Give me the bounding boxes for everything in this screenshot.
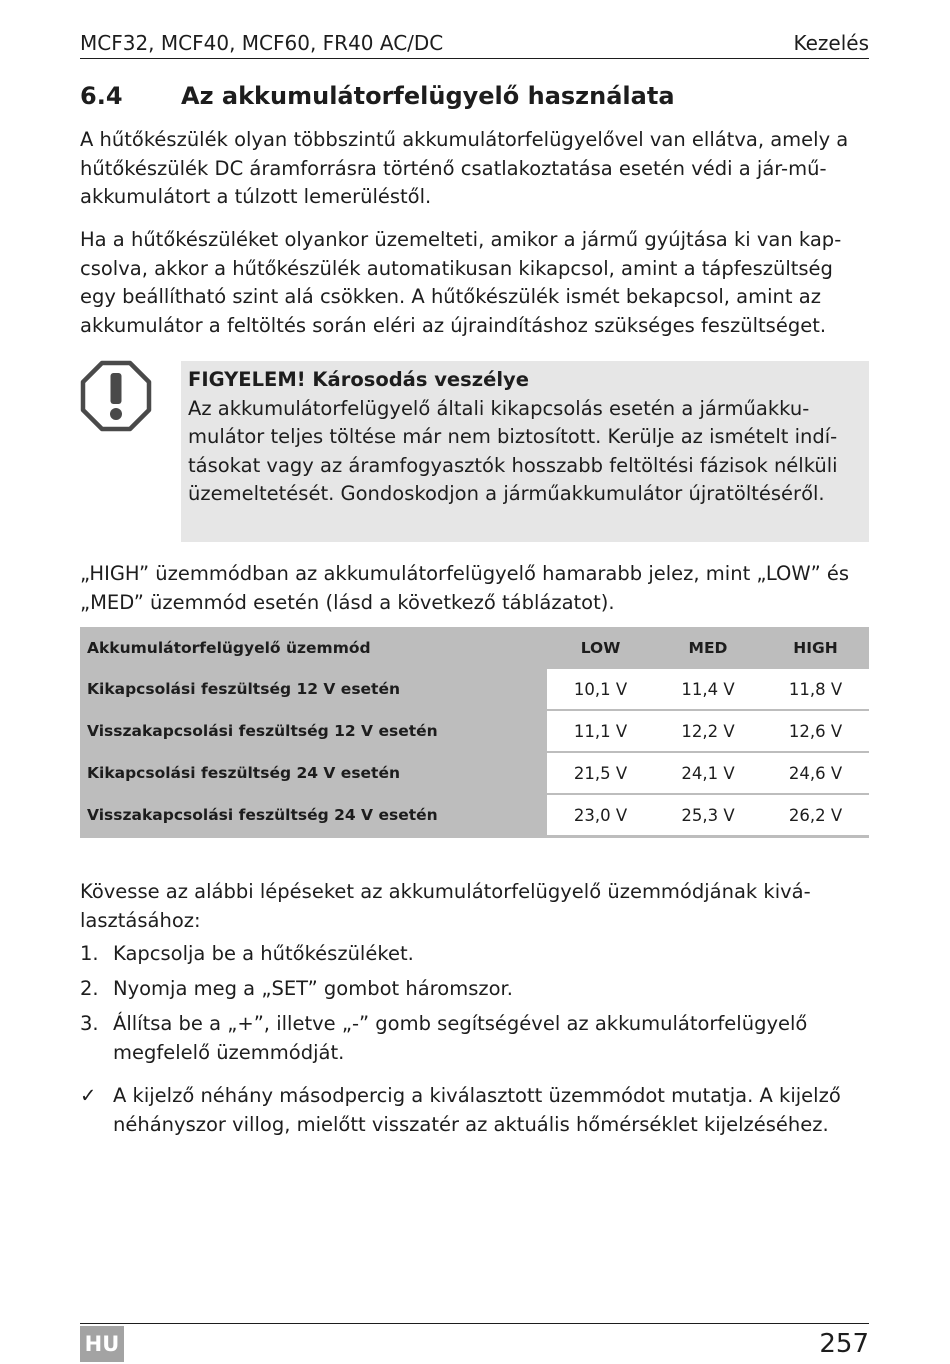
table-header-low: LOW [547,627,654,669]
step-text: Állítsa be a „+”, illetve „-” gomb segítségével az akkumulátorfelügyelő megfelelő üzemmódját. [113,1012,808,1064]
table-row [80,752,869,794]
steps-list [80,940,869,1074]
cell-high: 26,2 V [762,794,869,837]
battery-monitor-table [80,627,869,838]
table-row [80,794,869,837]
table-header-row [80,627,869,669]
language-badge: HU [80,1326,124,1362]
table-header-high: HIGH [762,627,869,669]
manual-page [80,0,869,1364]
step-text: Kapcsolja be a hűtőkészüléket. [113,942,414,965]
list-item [80,940,869,969]
warning-box [181,361,869,542]
table-row [80,710,869,752]
result-text: A kijelző néhány másodpercig a kiválasztott üzemmódot mutatja. A kijelző néhányszor villog, mielőtt visszatér az aktuális hőmérséklet kijelzéséhez. [113,1084,841,1136]
header-models: MCF32, MCF40, MCF60, FR40 AC/DC [80,31,444,55]
intro-paragraph-2: Ha a hűtőkészüléket olyankor üzemelteti, amikor a jármű gyújtása ki van kapcsolva, akkor a hűtőkészülék automatikusan kikapcsol, amint a tápfeszültség egy beállítható szint alá csökken. A hűtőkészülék ismét bekapcsol, amint az akkumulátor a feltöltés során eléri az újraindításhoz szükséges feszültséget. [80,228,842,337]
exclamation-octagon-icon [80,360,152,432]
cell-low: 21,5 V [547,752,654,794]
cell-high: 11,8 V [762,669,869,710]
header-chapter: Kezelés [793,31,869,55]
intro-paragraph-1: A hűtőkészülék olyan többszintű akkumulátorfelügyelővel van ellátva, amely a hűtőkészülék DC áramforrásra történő csatlakoztatása esetén védi a jár-műakkumulátort a túlzott lemerüléstől. [80,128,849,208]
result-note [80,1082,869,1139]
table-header-mode: Akkumulátorfelügyelő üzemmód [80,627,547,669]
checkmark-icon: ✓ [80,1084,97,1107]
steps-intro: Kövesse az alábbi lépéseket az akkumulátorfelügyelő üzemmódjának kiválasztásához: [80,880,811,932]
row-label: Kikapcsolási feszültség 12 V esetén [80,669,547,710]
row-label: Visszakapcsolási feszültség 12 V esetén [80,710,547,752]
list-item [80,975,869,1004]
page-number: 257 [819,1329,869,1359]
warning-title: FIGYELEM! Károsodás veszélye [188,368,529,391]
page-footer [80,1323,869,1364]
section-title: Az akkumulátorfelügyelő használata [181,82,675,110]
row-label: Kikapcsolási feszültség 24 V esetén [80,752,547,794]
step-number: 1. [80,942,99,965]
cell-low: 23,0 V [547,794,654,837]
table-header-med: MED [654,627,762,669]
list-item [80,1010,869,1067]
running-header [80,30,869,59]
cell-med: 12,2 V [654,710,762,752]
cell-med: 25,3 V [654,794,762,837]
step-number: 2. [80,977,99,1000]
cell-low: 10,1 V [547,669,654,710]
step-number: 3. [80,1012,99,1035]
cell-high: 24,6 V [762,752,869,794]
cell-med: 24,1 V [654,752,762,794]
table-row [80,669,869,710]
cell-high: 12,6 V [762,710,869,752]
row-label: Visszakapcsolási feszültség 24 V esetén [80,794,547,837]
warning-text: Az akkumulátorfelügyelő általi kikapcsolás esetén a járműakkumulátor teljes töltése már nem biztosított. Kerülje az ismételt indításokat vagy az áramfogyasztók hosszabb feltöltési fázisok nélküli üzemeltetését. Gondoskodjon a járműakkumulátor újratöltéséről. [188,396,838,505]
cell-med: 11,4 V [654,669,762,710]
section-number: 6.4 [80,82,123,110]
step-text: Nyomja meg a „SET” gombot háromszor. [113,977,513,1000]
cell-low: 11,1 V [547,710,654,752]
mode-note: „HIGH” üzemmódban az akkumulátorfelügyelő hamarabb jelez, mint „LOW” és „MED” üzemmód esetén (lásd a következő táblázatot). [80,562,850,614]
